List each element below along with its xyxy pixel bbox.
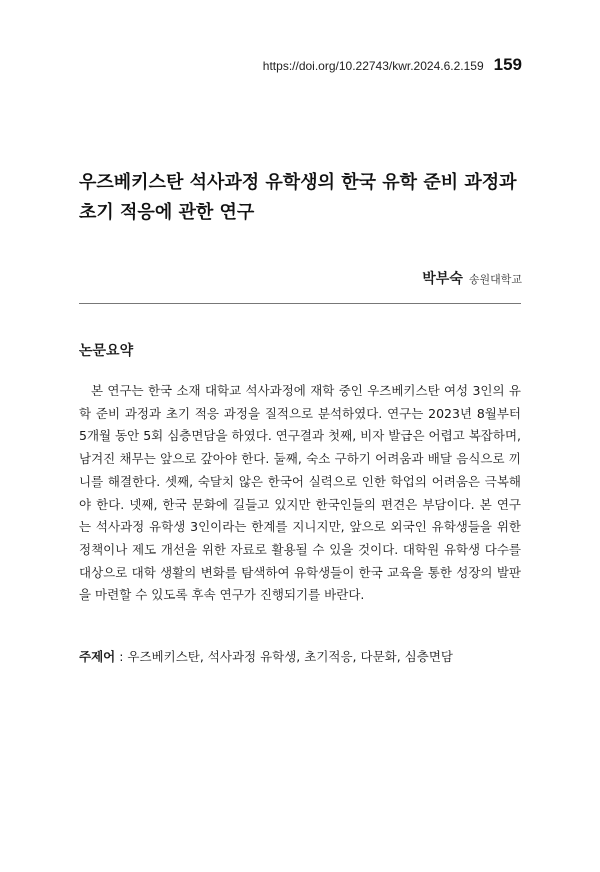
paper-title: 우즈베키스탄 석사과정 유학생의 한국 유학 준비 과정과 초기 적응에 관한 연구 (79, 172, 517, 223)
abstract-body: 본 연구는 한국 소재 대학교 석사과정에 재학 중인 우즈베키스탄 여성 3인의 유학 준비 과정과 초기 적응 과정을 질적으로 분석하였다. 연구는 2023년 8월부터 5개월 동안 5회 심층면담을 하였다. 연구결과 첫째, 비자 발급은 어렵고 복잡하며, 남겨진 채무는 앞으로 갚아야 한다. 둘째, 숙소 구하기 어려움과 배달 음식으로 끼니를 해결한다. 셋째, 숙달치 않은 한국어 실력으로 인한 학업의 어려움은 극복해야 한다. 넷째, 한국 문화에 길들고 있지만 한국인들의 편견은 부담이다. 본 연구는 석사과정 유학생 3인이라는 한계를 지니지만, 앞으로 외국인 유학생들을 위한 정책이나 제도 개선을 위한 자료로 활용될 수 있을 것이다. 대학원 유학생 다수를 대상으로 대학 생활의 변화를 탐색하여 유학생들이 한국 교육을 통한 성장의 발판을 마련할 수 있도록 후속 연구가 진행되기를 바란다. (79, 383, 521, 603)
keywords-separator: : (115, 649, 128, 664)
keywords-label: 주제어 (79, 649, 116, 664)
author-line (422, 268, 522, 288)
keywords-list: 우즈베키스탄, 석사과정 유학생, 초기적응, 다문화, 심층면담 (127, 649, 453, 664)
abstract-heading: 논문요약 (79, 343, 134, 359)
title-divider (79, 303, 521, 304)
doi-link[interactable]: https://doi.org/10.22743/kwr.2024.6.2.159 (262, 59, 484, 73)
author-name: 박부숙 (422, 271, 463, 287)
author-affiliation: 송원대학교 (468, 273, 522, 286)
keywords-line (79, 646, 521, 668)
page-header (263, 55, 522, 75)
page-number: 159 (493, 55, 522, 74)
